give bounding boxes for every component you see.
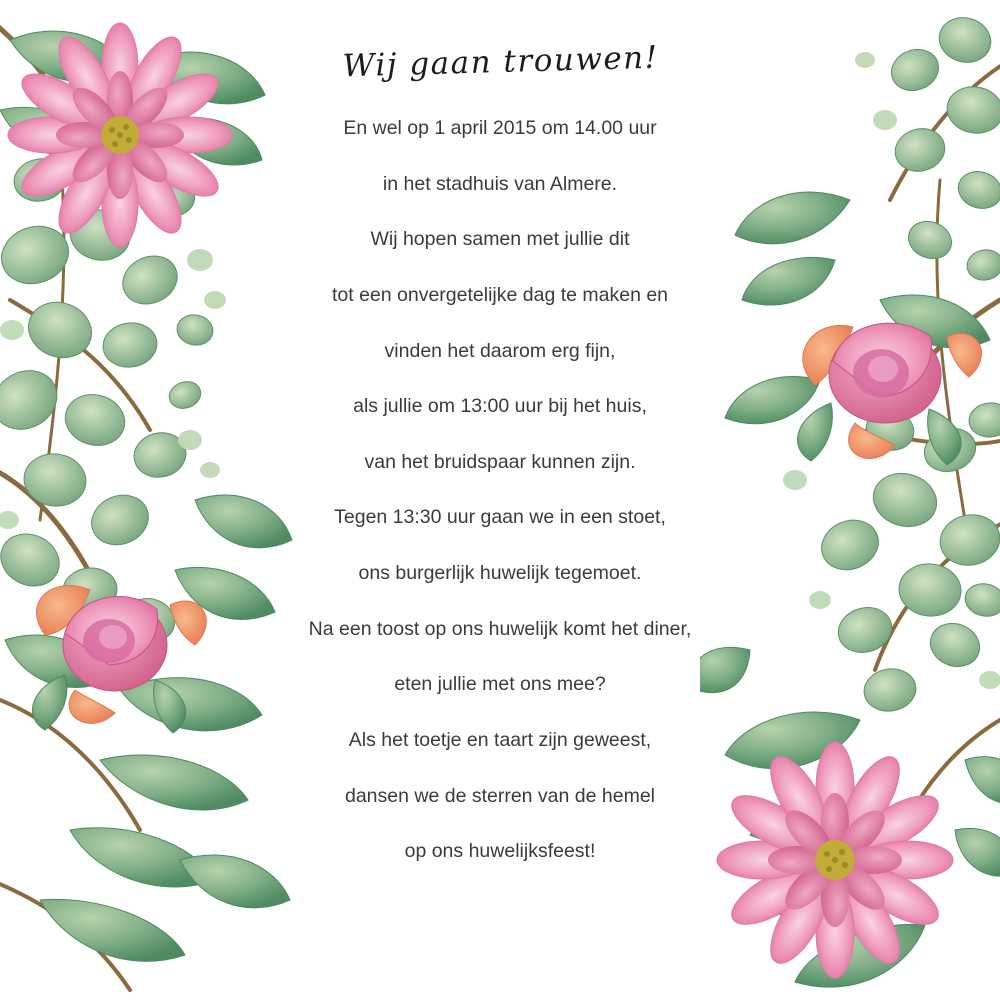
eucalyptus-leaves (0, 135, 215, 648)
invitation-line: Wij hopen samen met jullie dit (370, 228, 630, 251)
invitation-line: van het bruidspaar kunnen zijn. (364, 450, 636, 473)
page-title: Wij gaan trouwen! (342, 39, 660, 85)
pink-rose-flower (32, 586, 206, 733)
invitation-line: Tegen 13:30 uur gaan we in een stoet, (334, 506, 666, 529)
invitation-lines (250, 118, 750, 863)
invitation-line: ons burgerlijk huwelijk tegemoet. (358, 562, 642, 584)
invitation-line: als jullie om 13:00 uur bij het huis, (353, 395, 647, 418)
invitation-line: in het stadhuis van Almere. (382, 172, 618, 195)
invitation-text-block (250, 0, 750, 1000)
stem-brown (860, 60, 1000, 870)
invitation-line: vinden het daarom erg fijn, (384, 339, 616, 362)
invitation-line: Als het toetje en taart zijn geweest, (348, 728, 652, 751)
pink-dahlia-flower (717, 742, 953, 978)
invitation-line: eten jullie met ons mee? (394, 673, 606, 696)
invitation-line: op ons huwelijksfeest! (404, 840, 596, 863)
flower-center (815, 840, 855, 880)
eucalyptus-leaves (783, 52, 1000, 689)
invitation-line: En wel op 1 april 2015 om 14.00 uur (343, 117, 657, 139)
invitation-line: tot een onvergetelijke dag te maken en (331, 283, 669, 306)
invitation-line: dansen we de sterren van de hemel (344, 784, 656, 807)
stem-brown (0, 20, 150, 990)
eucalyptus-leaves (814, 12, 1000, 715)
flower-center (101, 116, 139, 154)
green-foliage-branch (0, 31, 292, 961)
pink-dahlia-flower (8, 23, 232, 247)
eucalyptus-leaves (0, 249, 226, 529)
pink-rose-flower (797, 323, 981, 465)
invitation-line: Na een toost op ons huwelijk komt het diner, (308, 617, 692, 640)
